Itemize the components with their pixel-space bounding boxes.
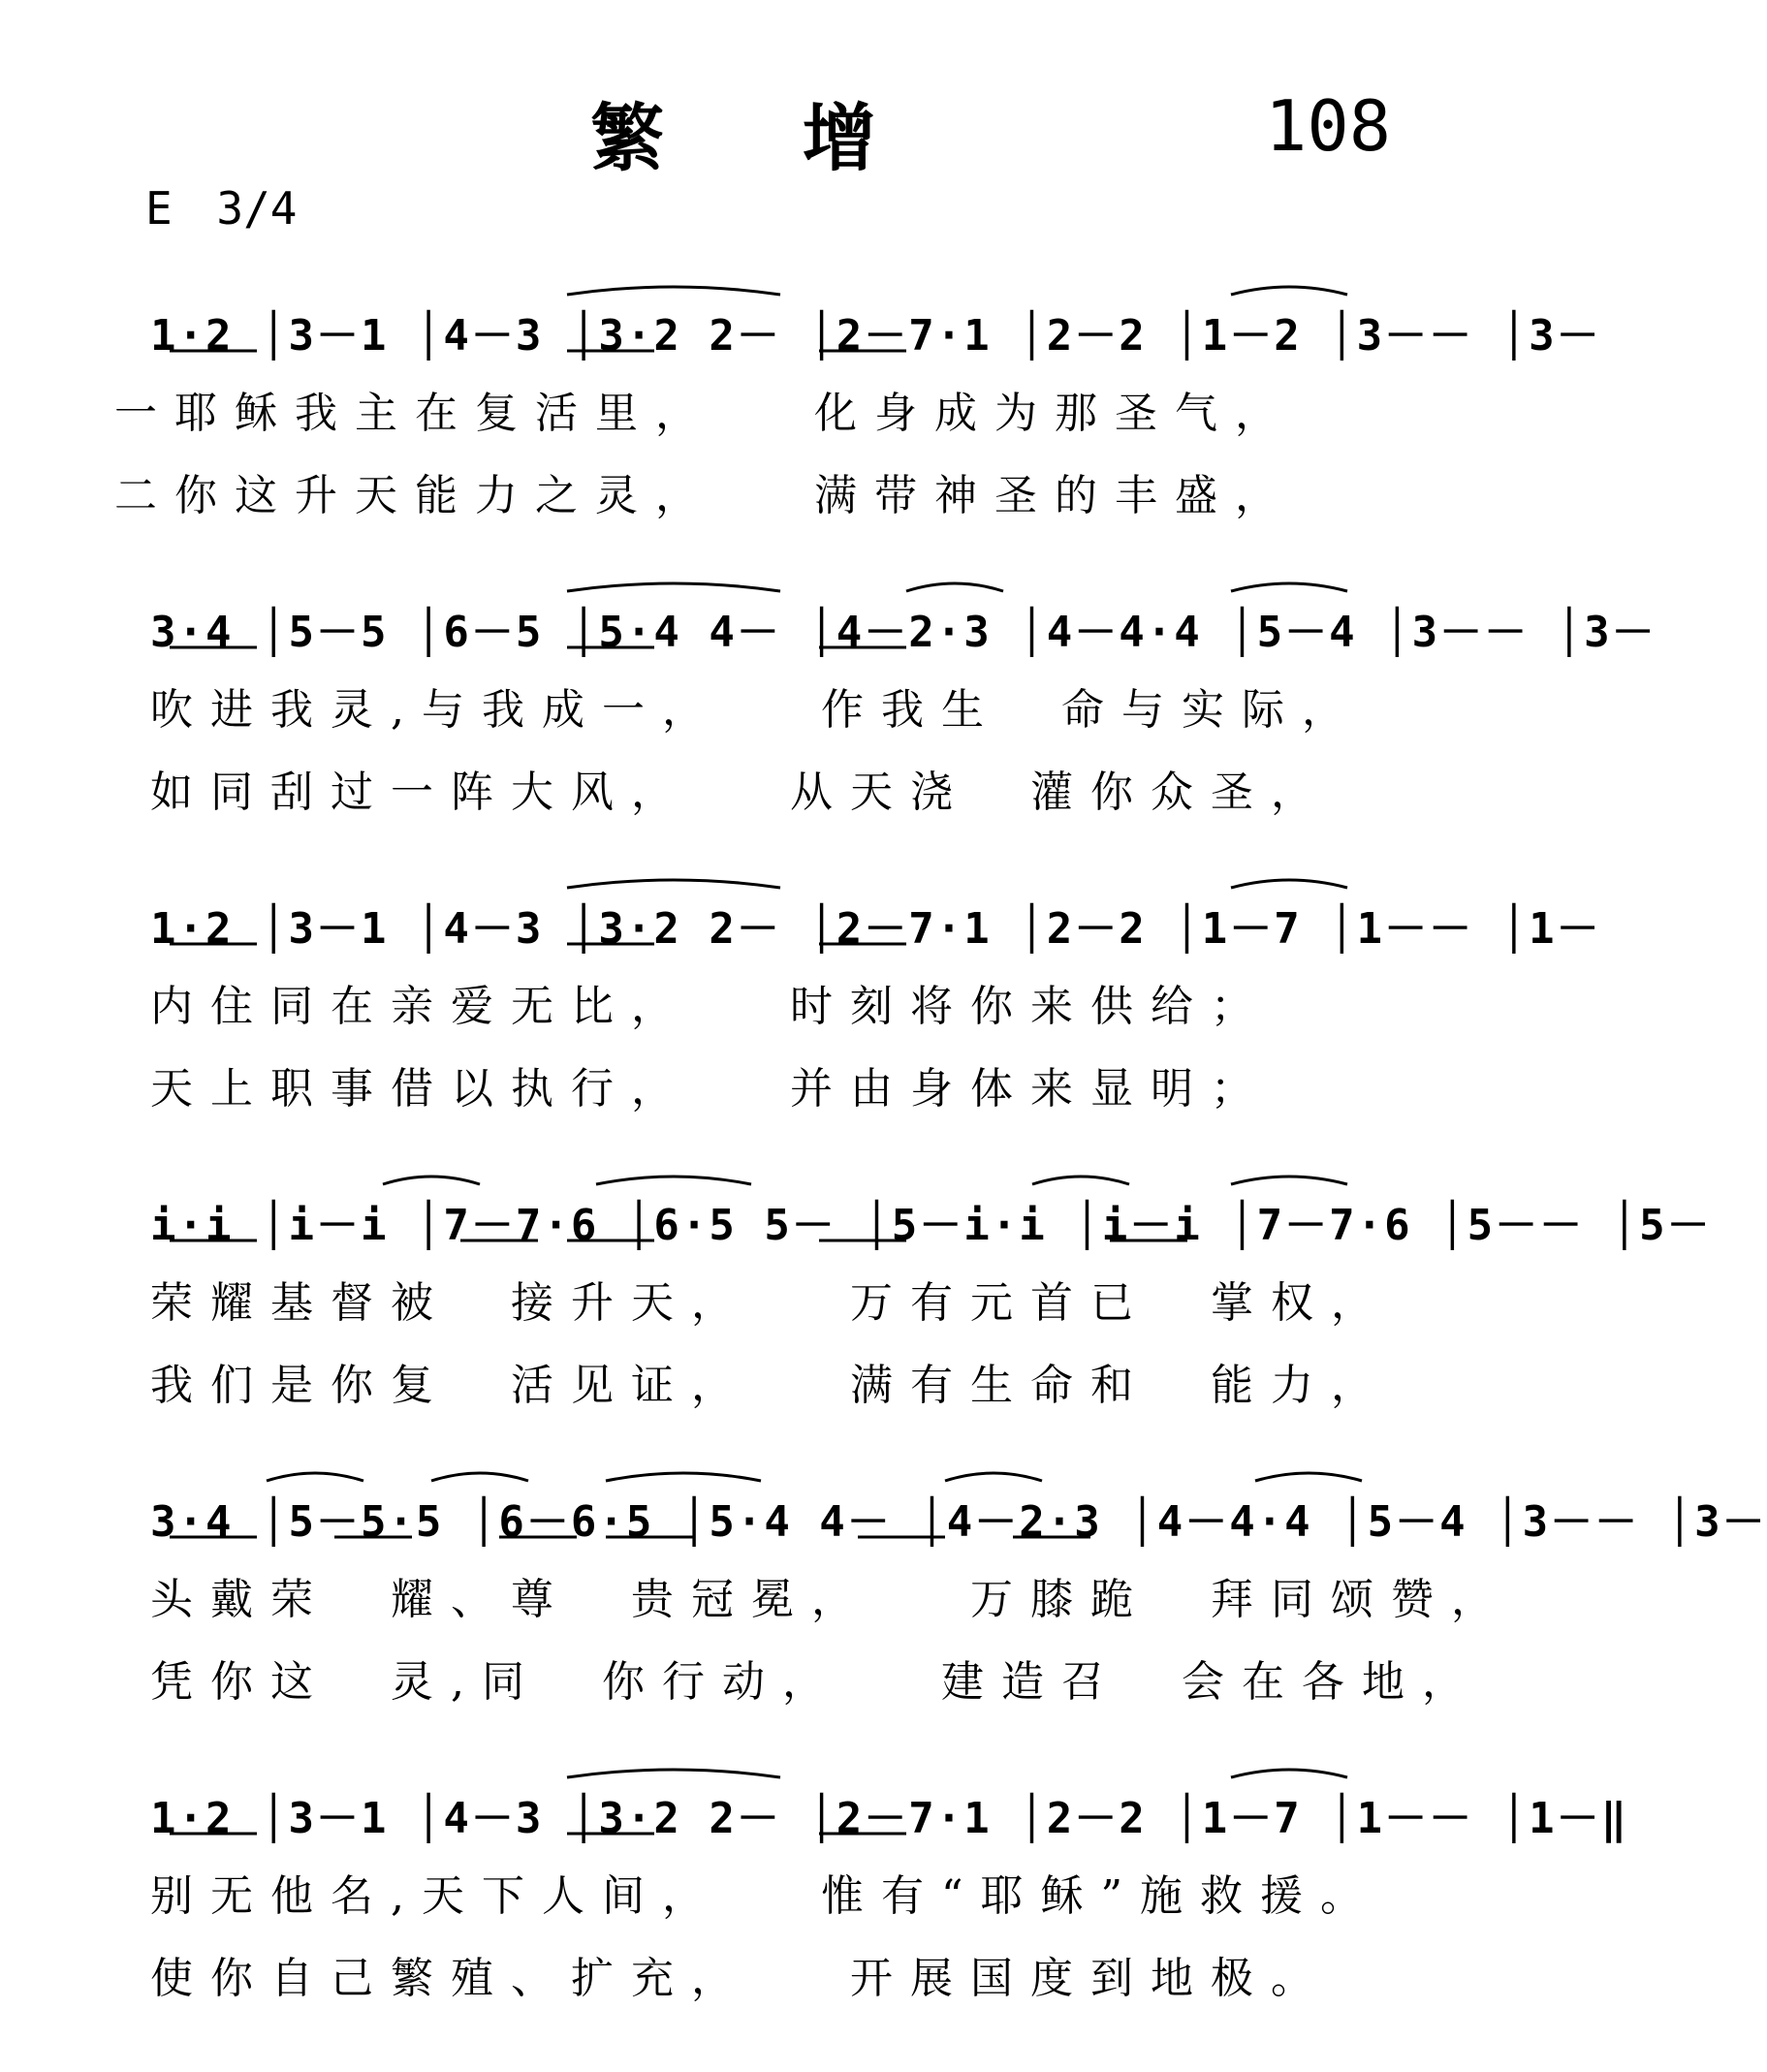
lyric-verse-1: 荣耀基督被 接升天， 万有元首已 掌权， [150,1278,1391,1328]
numbered-notes: 1·2 │3－1 │4－3 │3·2 2－ │2－7·1 │2－2 │1－2 │3－－ │3－ [150,311,1601,361]
numbered-notes: 3·4 │5－5·5 │6－6·5 │5·4 4－ │4－2·3 │4－4·4 │5－4 │3－－ │3－ [150,1497,1767,1547]
notation-line [150,874,1601,954]
notation-line [150,1171,1712,1250]
lyric-verse-1: 吹进我灵,与我成一， 作我生 命与实际， [150,685,1362,735]
hymn-number: 108 [1265,85,1392,167]
lyric-verse-2: 使你自己繁殖、扩充， 开展国度到地极。 [150,1954,1331,2003]
lyric-verse-1: 一耶稣我主在复活里， 化身成为那圣气， [114,389,1295,438]
lyric-verse-2: 如同刮过一阵大风， 从天浇 灌你众圣， [150,768,1331,817]
music-system-1 [0,281,1601,578]
lyric-verse-1: 内住同在亲爱无比， 时刻将你来供给； [150,982,1271,1031]
music-system-5 [0,1467,1767,1764]
numbered-notes: 3·4 │5－5 │6－5 │5·4 4－ │4－2·3 │4－4·4 │5－4 │3－－ │3－ [150,608,1657,657]
lyric-verse-2: 我们是你复 活见证， 满有生命和 能力， [150,1361,1391,1410]
score [0,281,1767,2060]
page-title: 繁 增 [590,95,932,181]
notation-line [150,1467,1767,1547]
lyric-verse-1: 别无他名,天下人间， 惟有“耶稣”施救援。 [150,1871,1380,1921]
key-time-signature: E 3/4 [145,182,298,235]
music-system-2 [0,578,1657,874]
notation-line [150,578,1657,657]
numbered-notes: 1·2 │3－1 │4－3 │3·2 2－ │2－7·1 │2－2 │1－7 │1－－ │1－‖ [150,1794,1629,1843]
lyric-verse-2: 凭你这 灵,同 你行动， 建造召 会在各地， [150,1657,1482,1707]
notation-line [150,281,1601,361]
notation-line [150,1764,1629,1843]
numbered-notes: 1·2 │3－1 │4－3 │3·2 2－ │2－7·1 │2－2 │1－7 │1－－ │1－ [150,904,1601,954]
numbered-notes: i·i │i－i │7－7·6 │6·5 5－ │5－i·i │i－i │7－7·6 │5－－ │5－ [150,1201,1712,1250]
music-system-4 [0,1171,1712,1467]
lyric-verse-2: 二你这升天能力之灵， 满带神圣的丰盛， [114,471,1295,520]
lyric-verse-2: 天上职事借以执行， 并由身体来显明； [150,1064,1271,1114]
music-system-3 [0,874,1601,1171]
music-system-6 [0,1764,1629,2060]
lyric-verse-1: 头戴荣 耀、尊 贵冠冕， 万膝跪 拜同颂赞， [150,1575,1511,1624]
